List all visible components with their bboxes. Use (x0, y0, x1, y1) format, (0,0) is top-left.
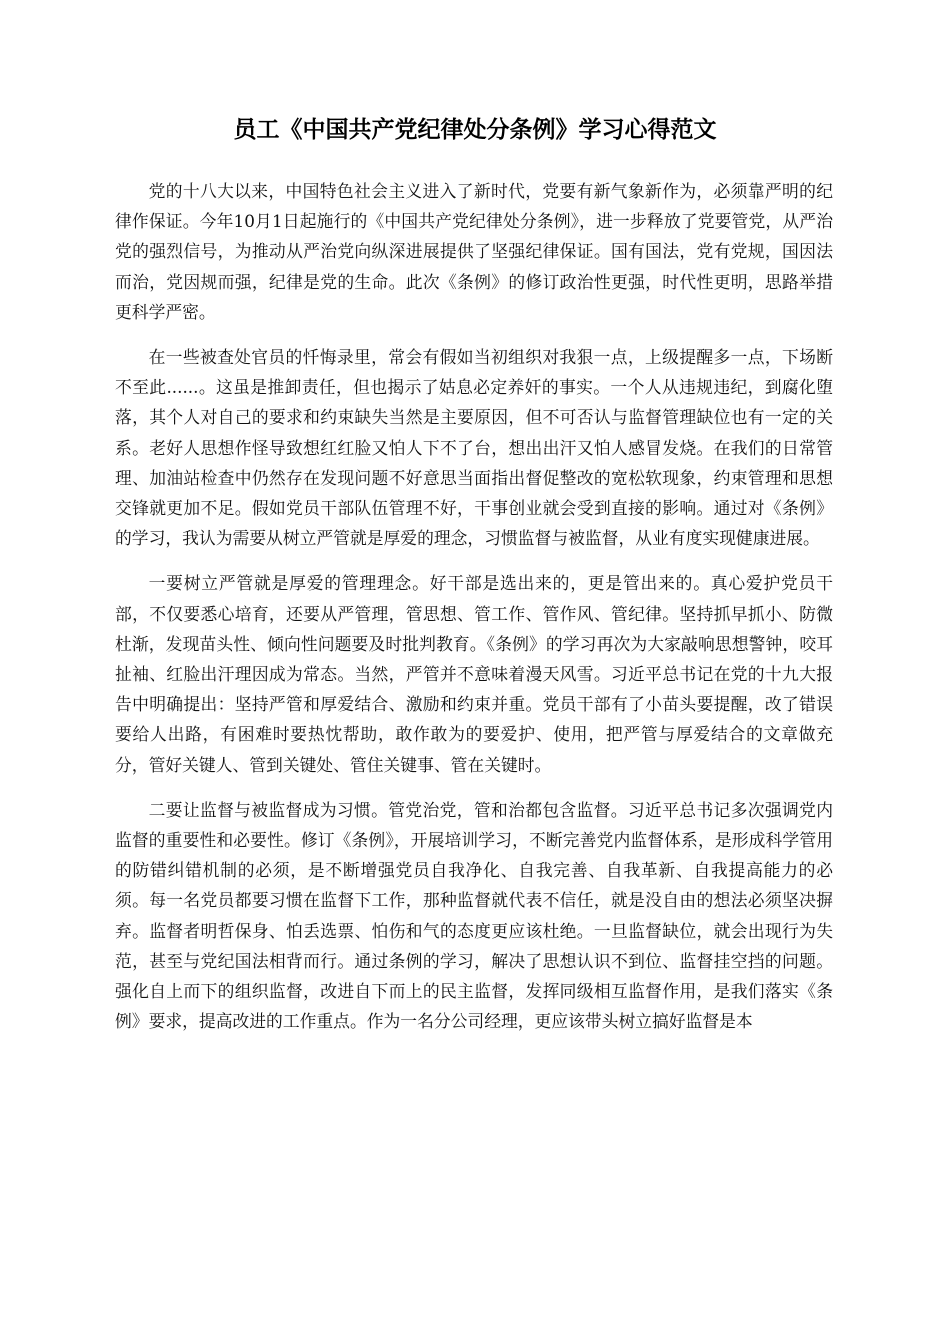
document-title: 员工《中国共产党纪律处分条例》学习心得范文 (233, 116, 717, 143)
document-body (115, 176, 833, 1051)
paragraph-1: 党的十八大以来，中国特色社会主义进入了新时代，党要有新气象新作为，必须靠严明的纪律作保证。今年10月1日起施行的《中国共产党纪律处分条例》，进一步释放了党要管党，从严治党的强烈信号，为推动从严治党向纵深进展提供了坚强纪律保证。国有国法，党有党规，国因法而治，党因规而强，纪律是党的生命。此次《条例》的修订政治性更强，时代性更明，思路举措更科学严密。 (115, 181, 833, 322)
paragraph-3: 一要树立严管就是厚爱的管理理念。好干部是选出来的，更是管出来的。真心爱护党员干部，不仅要悉心培育，还要从严管理，管思想、管工作、管作风、管纪律。坚持抓早抓小、防微杜渐，发现苗头性、倾向性问题要及时批判教育。《条例》的学习再次为大家敲响思想警钟，咬耳扯袖、红脸出汗理因成为常态。当然，严管并不意味着漫天风雪。习近平总书记在党的十九大报告中明确提出：坚持严管和厚爱结合、激励和约束并重。党员干部有了小苗头要提醒，改了错误要给人出路，有困难时要热忱帮助，敢作敢为的要爱护、使用，把严管与厚爱结合的文章做充分，管好关键人、管到关键处、管住关键事、管在关键时。 (115, 573, 833, 775)
paragraph-4: 二要让监督与被监督成为习惯。管党治党，管和治都包含监督。习近平总书记多次强调党内监督的重要性和必要性。修订《条例》，开展培训学习，不断完善党内监督体系，是形成科学管用的防错纠错机制的必须，是不断增强党员自我净化、自我完善、自我革新、自我提高能力的必须。每一名党员都要习惯在监督下工作，那种监督就代表不信任，就是没自由的想法必须坚决摒弃。监督者明哲保身、怕丢选票、怕伤和气的态度更应该杜绝。一旦监督缺位，就会出现行为失范，甚至与党纪国法相背而行。通过条例的学习，解决了思想认识不到位、监督挂空挡的问题。强化自上而下的组织监督，改进自下而上的民主监督，发挥同级相互监督作用，是我们落实《条例》要求，提高改进的工作重点。作为一名分公司经理，更应该带头树立搞好监督是本 (115, 799, 833, 1032)
paragraph-2: 在一些被查处官员的忏悔录里，常会有假如当初组织对我狠一点，上级提醒多一点，下场断不至此......。这虽是推卸责任，但也揭示了姑息必定养奸的事实。一个人从违规违纪，到腐化堕落，其个人对自己的要求和约束缺失当然是主要原因，但不可否认与监督管理缺位也有一定的关系。老好人思想作怪导致想红红脸又怕人下不了台，想出出汗又怕人感冒发烧。在我们的日常管理、加油站检查中仍然存在发现问题不好意思当面指出督促整改的宽松软现象，约束管理和思想交锋就更加不足。假如党员干部队伍管理不好，干事创业就会受到直接的影响。通过对《条例》的学习，我认为需要从树立严管就是厚爱的理念，习惯监督与被监督，从业有度实现健康进展。 (115, 347, 833, 549)
